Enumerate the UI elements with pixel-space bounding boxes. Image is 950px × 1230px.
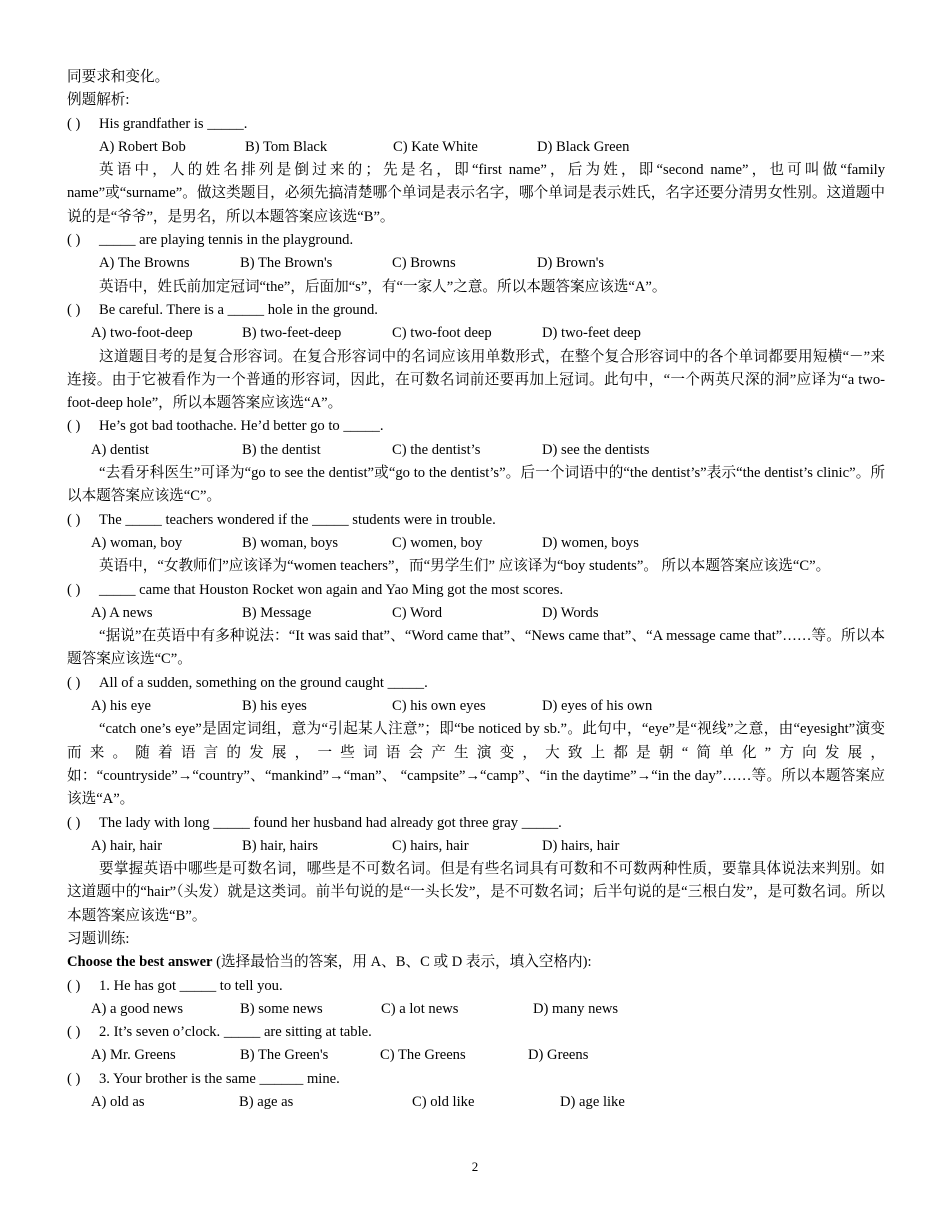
exercise-question-2 bbox=[67, 1021, 885, 1044]
option-c: C) the dentist’s bbox=[392, 441, 481, 458]
example-options-1 bbox=[67, 136, 885, 159]
option-c: C) his own eyes bbox=[392, 698, 486, 715]
example-options-8 bbox=[67, 835, 885, 858]
answer-blank[interactable]: ( ) bbox=[67, 1024, 81, 1041]
example-question-4 bbox=[67, 415, 885, 438]
example-question-1 bbox=[67, 113, 885, 136]
option-c: C) Kate White bbox=[393, 138, 478, 155]
example-options-5 bbox=[67, 532, 885, 555]
intro-text: 同要求和变化。 bbox=[67, 69, 170, 85]
option-b: B) his eyes bbox=[242, 698, 307, 715]
example-explanation-6: “据说”在英语中有多种说法：“It was said that”、“Word came that”、“News came that”、“A message came that”……等。所以本题答案应该选“C”。 bbox=[67, 628, 885, 668]
option-a: A) A news bbox=[91, 604, 153, 621]
option-d: D) age like bbox=[560, 1094, 625, 1111]
option-d: D) see the dentists bbox=[542, 441, 650, 458]
question-stem: _____ came that Houston Rocket won again and Yao Ming got the most scores. bbox=[99, 581, 564, 598]
option-a: A) a good news bbox=[91, 1000, 184, 1017]
option-d: D) Greens bbox=[528, 1047, 589, 1064]
answer-blank[interactable]: ( ) bbox=[67, 1070, 81, 1087]
question-stem: The _____ teachers wondered if the _____ students were in trouble. bbox=[99, 511, 496, 528]
example-explanation-7: “catch one’s eye”是固定词组，意为“引起某人注意”；即“be noticed by sb.”。此句中，“eye”是“视线”之意，由“eyesight”演变而来。随着语言的发展，一些词语会产生演变，大致上都是朝“简单化”方向发展，如：“countryside”→“country”、“mankind”→“man”、 “campsite”→“camp”、“in the daytime”→“in the day”……等。所以本题答案应该选“A”。 bbox=[67, 721, 885, 808]
exercise-options-1 bbox=[67, 998, 885, 1021]
example-options-7 bbox=[67, 695, 885, 718]
option-c: C) two-foot deep bbox=[392, 325, 492, 342]
example-options-3 bbox=[67, 322, 885, 345]
example-question-5 bbox=[67, 509, 885, 532]
exercise-question-3 bbox=[67, 1068, 885, 1091]
example-explanation-3: 这道题目考的是复合形容词。在复合形容词中的名词应该用单数形式，在整个复合形容词中的各个单词都要用短横“－”来连接。由于它被看作为一个普通的形容词，因此，在可数名词前还要再加上冠词。此句中，“一个两英尺深的洞”应译为“a two-foot-deep hole”，所以本题答案应该选“A”。 bbox=[67, 348, 885, 412]
example-explanation-1: 英语中，人的姓名排列是倒过来的；先是名，即“first name”，后为姓，即“second name”，也可叫做“family name”或“surname”。做这类题目，必须先搞清楚哪个单词是表示名字，哪个单词是表示姓氏，名字还要分清男女性别。这道题中说的是“爷爷”，是男名，所以本题答案应该选“B”。 bbox=[67, 162, 885, 225]
option-a: A) his eye bbox=[91, 698, 151, 715]
option-b: B) The Brown's bbox=[240, 255, 333, 272]
question-stem: The lady with long _____ found her husband had already got three gray _____. bbox=[99, 814, 562, 831]
example-explanation-8: 要掌握英语中哪些是可数名词，哪些是不可数名词。但是有些名词具有可数和不可数两种性质，要靠具体说法来判别。如这道题中的“hair”（头发）就是这类词。前半句说的是“一头长发”，是不可数名词；后半句说的是“三根白发”，是可数名词。所以本题答案应该选“B”。 bbox=[67, 861, 885, 924]
exercise-heading: 习题训练: bbox=[67, 930, 130, 947]
option-c: C) The Greens bbox=[380, 1047, 466, 1064]
exercise-question-1 bbox=[67, 975, 885, 998]
answer-blank[interactable]: ( ) bbox=[67, 115, 81, 132]
answer-blank[interactable]: ( ) bbox=[67, 511, 81, 528]
example-question-6 bbox=[67, 579, 885, 602]
answer-blank[interactable]: ( ) bbox=[67, 814, 81, 831]
option-b: B) the dentist bbox=[242, 441, 321, 458]
option-d: D) Black Green bbox=[537, 138, 630, 155]
option-a: A) Mr. Greens bbox=[91, 1047, 176, 1064]
option-a: A) woman, boy bbox=[91, 534, 183, 551]
question-stem: All of a sudden, something on the ground caught _____. bbox=[99, 674, 428, 691]
example-question-7 bbox=[67, 672, 885, 695]
example-question-3 bbox=[67, 299, 885, 322]
page-number: 2 bbox=[471, 1159, 479, 1174]
example-explanation-4: “去看牙科医生”可译为“go to see the dentist”或“go to the dentist’s”。后一个词语中的“the dentist’s”表示“the dentist’s clinic”。所以本题答案应该选“C”。 bbox=[67, 465, 885, 505]
option-a: A) hair, hair bbox=[91, 837, 163, 854]
example-options-4 bbox=[67, 439, 885, 462]
answer-blank[interactable]: ( ) bbox=[67, 674, 81, 691]
exercise-options-3 bbox=[67, 1091, 885, 1114]
option-c: C) old like bbox=[412, 1094, 475, 1111]
question-stem: His grandfather is _____. bbox=[99, 115, 248, 132]
answer-blank[interactable]: ( ) bbox=[67, 977, 81, 994]
option-b: B) hair, hairs bbox=[242, 837, 319, 854]
option-d: D) Words bbox=[542, 604, 599, 621]
option-a: A) Robert Bob bbox=[99, 138, 186, 155]
option-c: C) women, boy bbox=[392, 534, 483, 551]
option-d: D) hairs, hair bbox=[542, 837, 620, 854]
instruction-bold: Choose the best answer bbox=[67, 954, 213, 971]
option-b: B) Message bbox=[242, 604, 312, 621]
document-page bbox=[67, 66, 885, 1114]
question-stem: _____ are playing tennis in the playground. bbox=[99, 232, 354, 249]
option-c: C) Word bbox=[392, 604, 443, 621]
option-b: B) Tom Black bbox=[245, 138, 328, 155]
example-options-2 bbox=[67, 252, 885, 275]
option-b: B) The Green's bbox=[240, 1047, 329, 1064]
option-a: A) old as bbox=[91, 1094, 145, 1111]
option-d: D) many news bbox=[533, 1000, 619, 1017]
option-c: C) hairs, hair bbox=[392, 837, 469, 854]
option-d: D) women, boys bbox=[542, 534, 639, 551]
answer-blank[interactable]: ( ) bbox=[67, 418, 81, 435]
example-options-6 bbox=[67, 602, 885, 625]
option-d: D) two-feet deep bbox=[542, 325, 641, 342]
answer-blank[interactable]: ( ) bbox=[67, 581, 81, 598]
example-heading: 例题解析: bbox=[67, 92, 130, 109]
option-d: D) Brown's bbox=[537, 255, 605, 272]
answer-blank[interactable]: ( ) bbox=[67, 301, 81, 318]
example-explanation-2: 英语中，姓氏前加定冠词“the”，后面加“s”，有“一家人”之意。所以本题答案应该选“A”。 bbox=[99, 278, 667, 295]
question-stem: 3. Your brother is the same ______ mine. bbox=[99, 1070, 340, 1087]
question-stem: 1. He has got _____ to tell you. bbox=[99, 977, 283, 994]
question-stem: Be careful. There is a _____ hole in the ground. bbox=[99, 301, 378, 318]
option-a: A) two-foot-deep bbox=[91, 325, 193, 342]
option-b: B) two-feet-deep bbox=[242, 325, 342, 342]
option-c: C) a lot news bbox=[381, 1000, 459, 1017]
option-b: B) some news bbox=[240, 1000, 323, 1017]
answer-blank[interactable]: ( ) bbox=[67, 232, 81, 249]
option-b: B) age as bbox=[239, 1094, 294, 1111]
option-c: C) Browns bbox=[392, 255, 456, 272]
option-b: B) woman, boys bbox=[242, 534, 339, 551]
option-d: D) eyes of his own bbox=[542, 698, 653, 715]
exercise-options-2 bbox=[67, 1044, 885, 1067]
example-question-8 bbox=[67, 812, 885, 835]
option-a: A) dentist bbox=[91, 441, 149, 458]
example-explanation-5: 英语中，“女教师们”应该译为“women teachers”，而“男学生们” 应该译为“boy students”。 所以本题答案应该选“C”。 bbox=[99, 558, 831, 575]
exercise-instruction bbox=[67, 951, 885, 974]
question-stem: 2. It’s seven o’clock. _____ are sitting at table. bbox=[99, 1024, 372, 1041]
option-a: A) The Browns bbox=[99, 255, 190, 272]
instruction-rest: (选择最恰当的答案，用 A、B、C 或 D 表示，填入空格内): bbox=[212, 954, 592, 971]
example-question-2 bbox=[67, 229, 885, 252]
question-stem: He’s got bad toothache. He’d better go to _____. bbox=[99, 418, 384, 435]
